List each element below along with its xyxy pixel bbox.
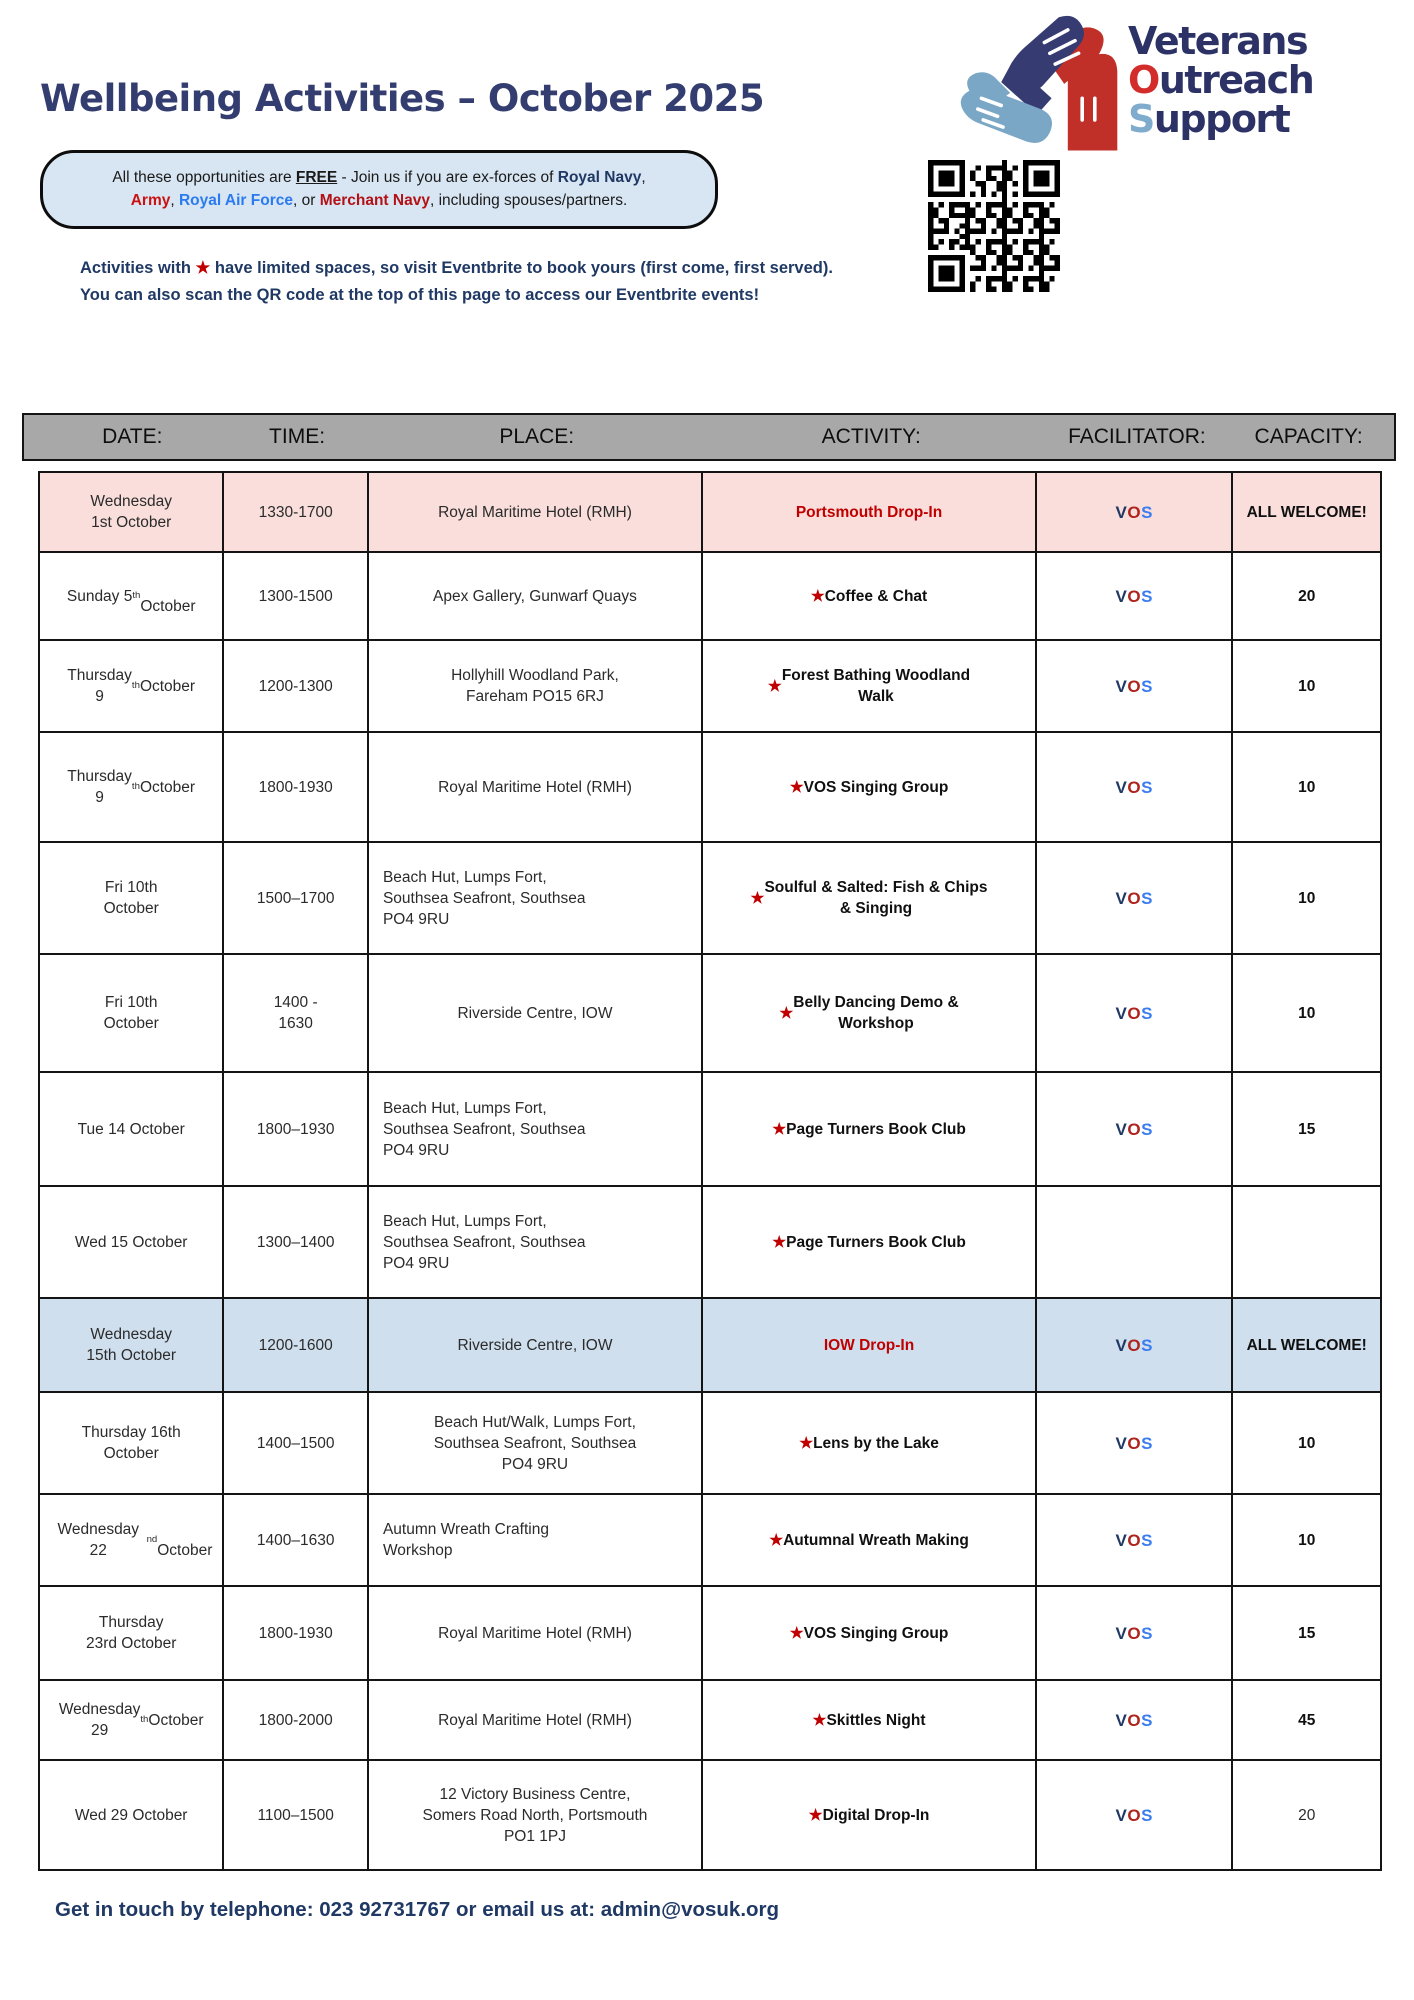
place-cell: Beach Hut, Lumps Fort, Southsea Seafront, Southsea PO4 9RU xyxy=(369,843,703,953)
date-cell: Wed 29 October xyxy=(40,1761,224,1869)
time-cell: 1500–1700 xyxy=(224,843,369,953)
table-row xyxy=(40,1587,1380,1681)
place-cell: 12 Victory Business Centre, Somers Road North, Portsmouth PO1 1PJ xyxy=(369,1761,703,1869)
qr-code xyxy=(928,160,1060,292)
facilitator-cell: V O S xyxy=(1037,1681,1233,1759)
date-cell: Wed 15 October xyxy=(40,1187,224,1297)
time-cell: 1800-1930 xyxy=(224,1587,369,1679)
capacity-cell: 10 xyxy=(1298,677,1316,695)
table-row xyxy=(40,733,1380,843)
header-cell-facilitator: FACILITATOR: xyxy=(1068,425,1206,448)
place-cell: Beach Hut, Lumps Fort, Southsea Seafront, Southsea PO4 9RU xyxy=(369,1187,703,1297)
place-cell: Hollyhill Woodland Park, Fareham PO15 6RJ xyxy=(369,641,703,731)
time-cell: 1100–1500 xyxy=(224,1761,369,1869)
place-cell: Royal Maritime Hotel (RMH) xyxy=(369,1681,703,1759)
header-cell-capacity: CAPACITY: xyxy=(1254,425,1363,448)
time-cell: 1300-1500 xyxy=(224,553,369,639)
place-cell: Beach Hut, Lumps Fort, Southsea Seafront, Southsea PO4 9RU xyxy=(369,1073,703,1185)
activity-cell: ★ Autumnal Wreath Making xyxy=(703,1495,1037,1585)
place-cell: Royal Maritime Hotel (RMH) xyxy=(369,733,703,841)
place-cell: Riverside Centre, IOW xyxy=(369,955,703,1071)
logo-text: Veterans Outreach Support xyxy=(1128,19,1314,141)
capacity-cell: 10 xyxy=(1298,889,1316,907)
facilitator-cell: V O S xyxy=(1037,1495,1233,1585)
time-cell: 1800–1930 xyxy=(224,1073,369,1185)
capacity-cell: 45 xyxy=(1298,1711,1316,1729)
table-row xyxy=(40,1393,1380,1495)
table-row xyxy=(40,473,1380,553)
table-header-grid xyxy=(40,415,1382,459)
capacity-cell xyxy=(1233,1187,1379,1297)
time-cell: 1400–1630 xyxy=(224,1495,369,1585)
booking-note-line1: Activities with ★ have limited spaces, so visit Eventbrite to book yours (first come, first served). xyxy=(80,259,833,277)
table-row xyxy=(40,1761,1380,1869)
capacity-cell: ALL WELCOME! xyxy=(1246,1336,1367,1354)
header-cell-activity: ACTIVITY: xyxy=(821,425,921,448)
capacity-cell: 20 xyxy=(1298,1806,1316,1824)
facilitator-cell: V O S xyxy=(1037,1073,1233,1185)
activity-cell: ★ VOS Singing Group xyxy=(703,733,1037,841)
activity-cell: Portsmouth Drop-In xyxy=(703,473,1037,551)
facilitator-cell: V O S xyxy=(1037,843,1233,953)
table-row xyxy=(40,1681,1380,1761)
capacity-cell: 15 xyxy=(1298,1624,1316,1642)
table-row xyxy=(40,641,1380,733)
table-row xyxy=(40,1187,1380,1299)
date-cell: Sunday 5 th October xyxy=(40,553,224,639)
time-cell: 1200-1300 xyxy=(224,641,369,731)
date-cell: Thursday 9 th October xyxy=(40,641,224,731)
table-row xyxy=(40,553,1380,641)
table-row xyxy=(40,955,1380,1073)
activity-cell: ★ Lens by the Lake xyxy=(703,1393,1037,1493)
page-title: Wellbeing Activities – October 2025 xyxy=(40,76,765,120)
time-cell: 1330-1700 xyxy=(224,473,369,551)
capacity-cell: 10 xyxy=(1298,1434,1316,1452)
date-cell: Wednesday 15th October xyxy=(40,1299,224,1391)
capacity-cell: 15 xyxy=(1298,1120,1316,1138)
time-cell: 1800-2000 xyxy=(224,1681,369,1759)
logo-hands-icon xyxy=(958,14,1120,152)
activity-cell: ★ Belly Dancing Demo & Workshop xyxy=(703,955,1037,1071)
table-row xyxy=(40,843,1380,955)
date-cell: Fri 10th October xyxy=(40,955,224,1071)
facilitator-cell: V O S xyxy=(1037,1393,1233,1493)
activity-cell: ★ Forest Bathing Woodland Walk xyxy=(703,641,1037,731)
booking-note-line2: You can also scan the QR code at the top of this page to access our Eventbrite events! xyxy=(80,286,760,304)
place-cell: Beach Hut/Walk, Lumps Fort, Southsea Seafront, Southsea PO4 9RU xyxy=(369,1393,703,1493)
time-cell: 1400–1500 xyxy=(224,1393,369,1493)
capacity-cell: 10 xyxy=(1298,1531,1316,1549)
table-row xyxy=(40,1073,1380,1187)
header-cell-place: PLACE: xyxy=(499,425,575,448)
date-cell: Thursday 16th October xyxy=(40,1393,224,1493)
logo xyxy=(958,14,1313,152)
time-cell: 1400 - 1630 xyxy=(224,955,369,1071)
facilitator-cell: V O S xyxy=(1037,955,1233,1071)
capacity-cell: 10 xyxy=(1298,778,1316,796)
table-header xyxy=(22,413,1396,461)
activity-cell: ★ Digital Drop-In xyxy=(703,1761,1037,1869)
time-cell: 1800-1930 xyxy=(224,733,369,841)
facilitator-cell: V O S xyxy=(1037,1587,1233,1679)
facilitator-cell: V O S xyxy=(1037,733,1233,841)
facilitator-cell: V O S xyxy=(1037,1761,1233,1869)
activity-cell: ★ Page Turners Book Club xyxy=(703,1187,1037,1297)
place-cell: Royal Maritime Hotel (RMH) xyxy=(369,1587,703,1679)
table-row xyxy=(40,1495,1380,1587)
facilitator-cell: V O S xyxy=(1037,1299,1233,1391)
header-cell-date: DATE: xyxy=(102,425,163,448)
facilitator-cell: V O S xyxy=(1037,641,1233,731)
activity-cell: ★ Page Turners Book Club xyxy=(703,1073,1037,1185)
activity-cell: ★ Coffee & Chat xyxy=(703,553,1037,639)
facilitator-cell: V O S xyxy=(1037,553,1233,639)
place-cell: Apex Gallery, Gunwarf Quays xyxy=(369,553,703,639)
date-cell: Thursday 9 th October xyxy=(40,733,224,841)
capacity-cell: 20 xyxy=(1298,587,1316,605)
footer-contact: Get in touch by telephone: 023 92731767 or email us at: admin@vosuk.org xyxy=(55,1898,780,1921)
info-box: All these opportunities are FREE - Join us if you are ex-forces of Royal Navy, Army, Royal Air Force, or Merchant Navy, including spouses/partners. xyxy=(40,150,718,229)
table-body xyxy=(38,471,1382,1871)
facilitator-cell xyxy=(1037,1187,1233,1297)
date-cell: Wednesday 22 nd October xyxy=(40,1495,224,1585)
table-row xyxy=(40,1299,1380,1393)
header-cell-time: TIME: xyxy=(269,425,326,448)
date-cell: Tue 14 October xyxy=(40,1073,224,1185)
date-cell: Wednesday 29 th October xyxy=(40,1681,224,1759)
place-cell: Riverside Centre, IOW xyxy=(369,1299,703,1391)
date-cell: Thursday 23rd October xyxy=(40,1587,224,1679)
booking-note xyxy=(80,255,910,309)
time-cell: 1300–1400 xyxy=(224,1187,369,1297)
time-cell: 1200-1600 xyxy=(224,1299,369,1391)
place-cell: Autumn Wreath Crafting Workshop xyxy=(369,1495,703,1585)
capacity-cell: ALL WELCOME! xyxy=(1246,503,1367,521)
place-cell: Royal Maritime Hotel (RMH) xyxy=(369,473,703,551)
activity-cell: ★ Soulful & Salted: Fish & Chips & Singing xyxy=(703,843,1037,953)
facilitator-cell: V O S xyxy=(1037,473,1233,551)
date-cell: Wednesday 1st October xyxy=(40,473,224,551)
date-cell: Fri 10th October xyxy=(40,843,224,953)
activity-cell: IOW Drop-In xyxy=(703,1299,1037,1391)
activity-cell: ★ VOS Singing Group xyxy=(703,1587,1037,1679)
activity-cell: ★ Skittles Night xyxy=(703,1681,1037,1759)
capacity-cell: 10 xyxy=(1298,1004,1316,1022)
